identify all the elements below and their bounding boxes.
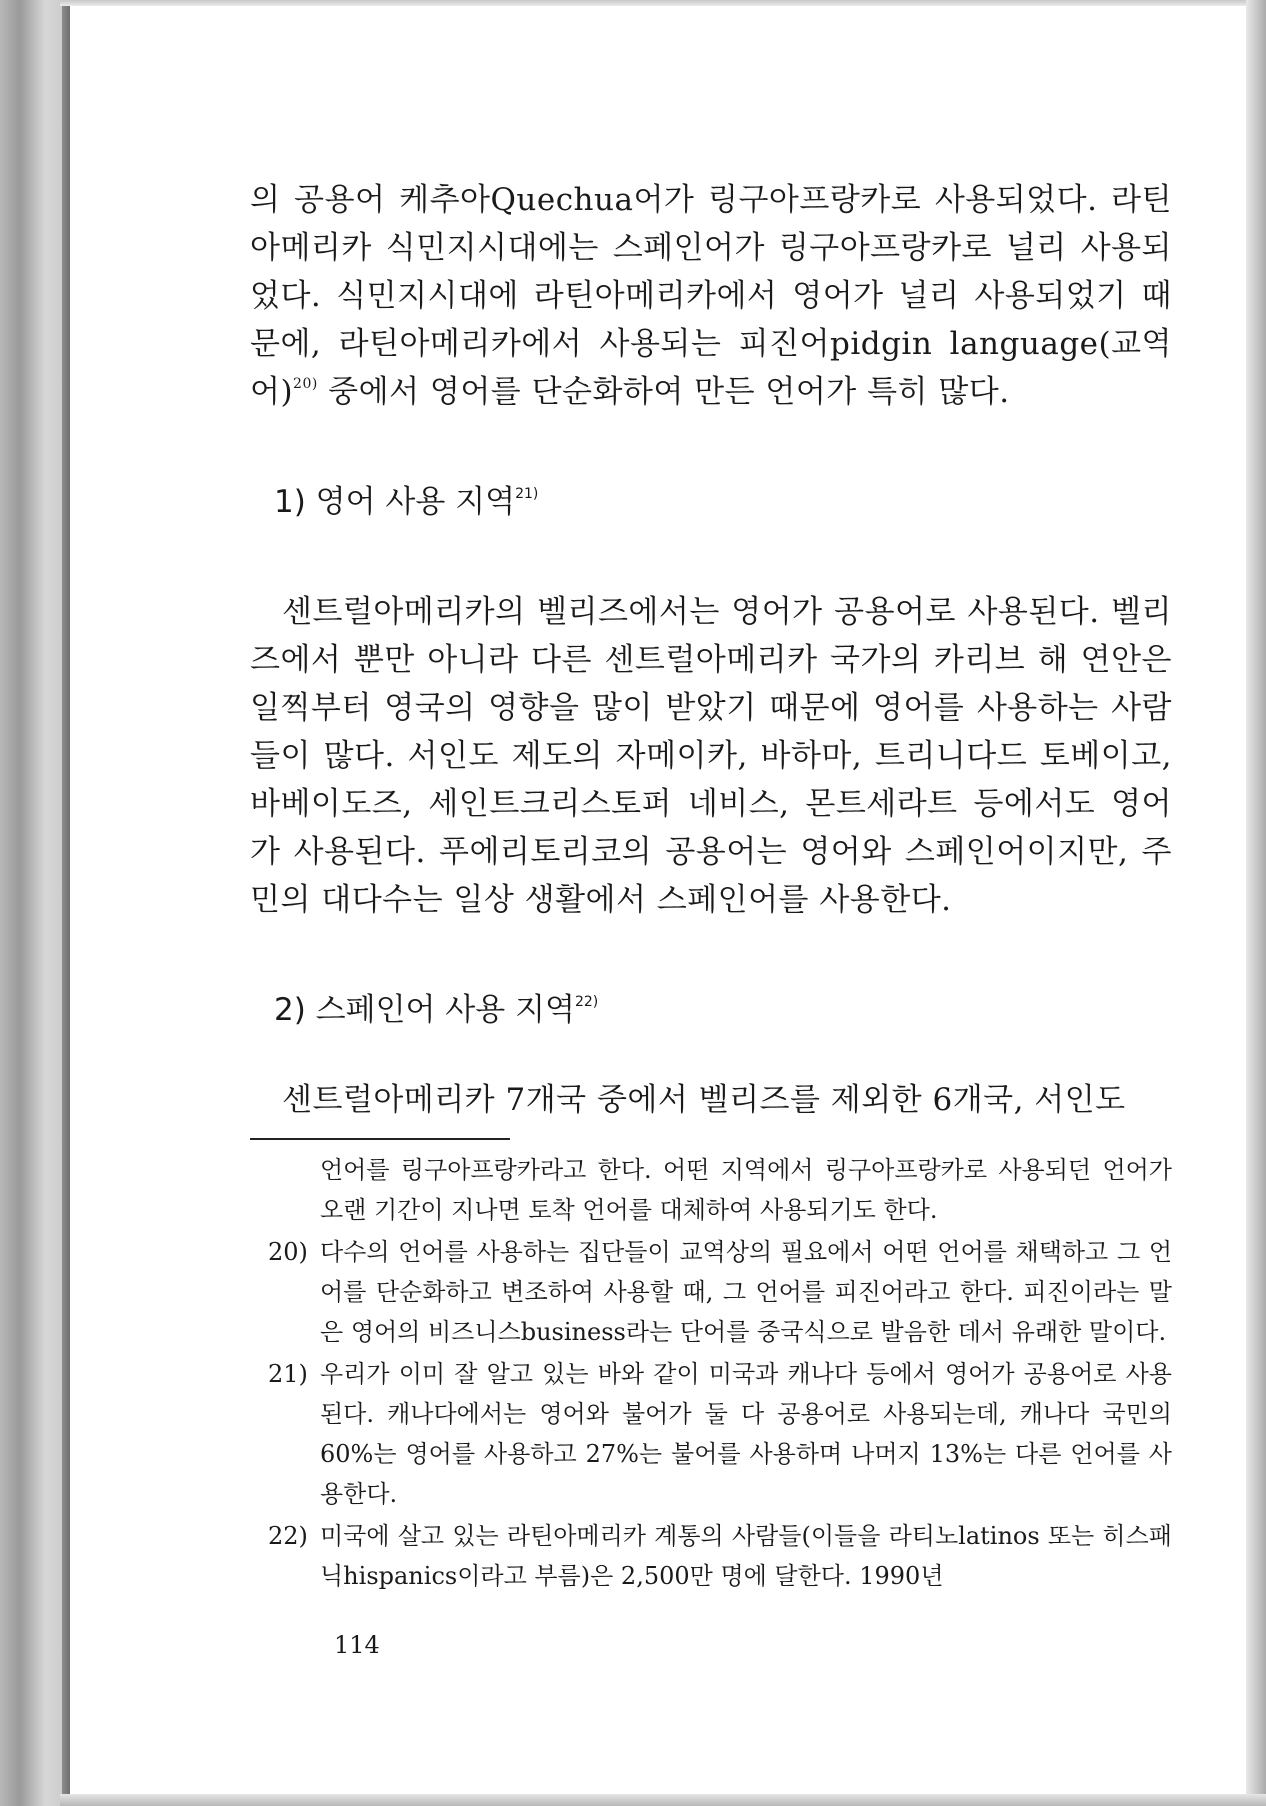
book-right-edge (1246, 0, 1266, 1806)
paragraph-1 (250, 176, 1172, 416)
footnote-ref-21: 21) (515, 486, 539, 502)
page-number: 114 (334, 1631, 380, 1659)
footnote-text: 우리가 이미 잘 알고 있는 바와 같이 미국과 캐나다 등에서 영어가 공용어로 사용된다. 캐나다에서는 영어와 불어가 둘 다 공용어로 사용되는데, 캐나다 국민의 60%는 영어를 사용하고 27%는 불어를 사용하며 나머지 13%는 다른 언어를 사용한다. (320, 1360, 1172, 1508)
book-bottom-edge (60, 1794, 1266, 1806)
footnote-21 (268, 1354, 1172, 1514)
page-content (250, 176, 1172, 1596)
footnote-ref-22: 22) (574, 994, 599, 1010)
section-heading-2-text: 2) 스페인어 사용 지역 (274, 992, 575, 1028)
section-heading-1-text: 1) 영어 사용 지역 (274, 484, 516, 520)
footnote-number: 22) (268, 1522, 308, 1550)
footnote-text: 다수의 언어를 사용하는 집단들이 교역상의 필요에서 어떤 언어를 채택하고 그 언어를 단순화하고 변조하여 사용할 때, 그 언어를 피진어라고 한다. 피진이라는 말은 영어의 비즈니스business라는 단어를 중국식으로 발음한 데서 유래한 말이다. (320, 1238, 1172, 1346)
section-heading-2 (274, 986, 1172, 1034)
footnote-20 (268, 1232, 1172, 1352)
footnote-text: 미국에 살고 있는 라틴아메리카 계통의 사람들(이들을 라티노latinos 또는 히스패닉hispanics이라고 부름)은 2,500만 명에 달한다. 1990년 (320, 1522, 1172, 1590)
footnote-number: 21) (268, 1360, 308, 1388)
footnote-number: 20) (268, 1238, 308, 1266)
footnote-ref-20: 20) (293, 376, 318, 392)
paragraph-3: 센트럴아메리카 7개국 중에서 벨리즈를 제외한 6개국, 서인도 (282, 1082, 1126, 1118)
footnote-divider (250, 1138, 510, 1140)
section-heading-1 (274, 478, 1172, 526)
book-spine-edge (0, 0, 70, 1806)
footnote-continued: 언어를 링구아프랑카라고 한다. 어떤 지역에서 링구아프랑카로 사용되던 언어가 오랜 기간이 지나면 토착 언어를 대체하여 사용되기도 한다. (320, 1156, 1172, 1224)
book-page (72, 6, 1244, 1794)
footnote-22 (268, 1516, 1172, 1596)
paragraph-1-text: 의 공용어 케추아Quechua어가 링구아프랑카로 사용되었다. 라틴아메리카 식민지시대에는 스페인어가 링구아프랑카로 널리 사용되었다. 식민지시대에 라틴아메리카에서 영어가 널리 사용되었기 때문에, 라틴아메리카에서 사용되는 피진어pidgin language(교역어) (250, 182, 1172, 410)
paragraph-2: 센트럴아메리카의 벨리즈에서는 영어가 공용어로 사용된다. 벨리즈에서 뿐만 아니라 다른 센트럴아메리카 국가의 카리브 해 연안은 일찍부터 영국의 영향을 많이 받았기 때문에 영어를 사용하는 사람들이 많다. 서인도 제도의 자메이카, 바하마, 트리니다드 토베이고, 바베이도즈, 세인트크리스토퍼 네비스, 몬트세라트 등에서도 영어가 사용된다. 푸에리토리코의 공용어는 영어와 스페인어이지만, 주민의 대다수는 일상 생활에서 스페인어를 사용한다. (250, 594, 1172, 918)
paragraph-1-tail: 중에서 영어를 단순화하여 만든 언어가 특히 많다. (317, 374, 1010, 410)
